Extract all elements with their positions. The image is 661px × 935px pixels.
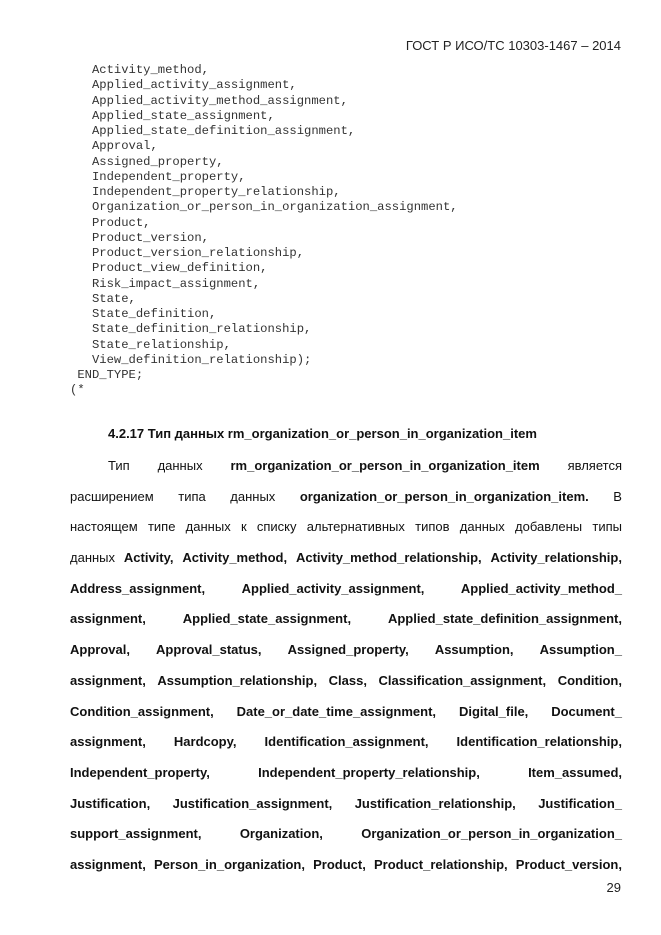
- type-name: Assumption_relationship,: [157, 672, 318, 688]
- type-name: Identification_relationship,: [456, 734, 622, 750]
- type-name: Justification,: [70, 795, 151, 811]
- paragraph-line: [70, 482, 622, 513]
- type-name: Assumption,: [434, 642, 514, 658]
- paragraph-word: настоящем типе данных к списку альтернативных типов данных добавлены типы: [70, 519, 622, 535]
- type-name: Applied_activity_method_: [460, 580, 622, 596]
- paragraph-line: [70, 635, 622, 666]
- type-name: Applied_state_definition_assignment,: [387, 611, 622, 627]
- type-name: Assigned_property,: [287, 642, 409, 658]
- code-block: [70, 63, 458, 399]
- paragraph-line: [70, 789, 622, 820]
- paragraph-line: [70, 727, 622, 758]
- type-name: Justification_assignment,: [172, 795, 333, 811]
- section-heading: 4.2.17 Тип данных rm_organization_or_person_in_organization_item: [108, 426, 537, 441]
- document-header: ГОСТ Р ИСО/ТС 10303-1467 – 2014: [405, 38, 621, 53]
- type-name: Classification_assignment,: [378, 672, 547, 688]
- type-name: Product_relationship,: [374, 856, 508, 872]
- type-name: assignment,: [70, 734, 146, 750]
- code-line: Assigned_property,: [70, 154, 224, 169]
- type-name: Independent_property,: [70, 764, 210, 780]
- page-number: 29: [606, 880, 621, 895]
- type-name: Assumption_: [539, 642, 622, 658]
- type-name: organization_or_person_in_organization_item.: [299, 488, 589, 504]
- paragraph-line: [70, 574, 622, 605]
- type-name: Activity_method,: [182, 550, 288, 566]
- type-name: assignment,: [70, 611, 146, 627]
- paragraph-line: [70, 543, 622, 574]
- type-name: Document_: [551, 703, 622, 719]
- code-line: State_relationship,: [70, 337, 231, 352]
- type-name: Organization_or_person_in_organization_: [361, 826, 622, 842]
- code-line: Approval,: [70, 139, 158, 154]
- paragraph-line: [70, 666, 622, 697]
- code-line: State_definition,: [70, 307, 217, 321]
- paragraph-line: [70, 819, 622, 850]
- type-name: Person_in_organization,: [154, 856, 305, 872]
- type-name: Justification_: [538, 795, 622, 811]
- code-line: Product_version_relationship,: [70, 246, 305, 260]
- paragraph-word: данных: [230, 488, 276, 504]
- code-line: Independent_property,: [70, 169, 246, 184]
- type-name: Condition,: [557, 672, 622, 688]
- type-name: Class,: [328, 672, 367, 688]
- paragraph-line: [70, 697, 622, 728]
- section-paragraph: [70, 451, 622, 881]
- paragraph-word: типа: [178, 488, 206, 504]
- type-name: Organization,: [239, 826, 323, 842]
- code-line: Product_view_definition,: [70, 261, 268, 276]
- paragraph-line: [70, 604, 622, 635]
- code-line: Activity_method,: [70, 63, 209, 77]
- type-name: Approval_status,: [156, 642, 262, 658]
- type-name: Independent_property_relationship,: [258, 764, 480, 780]
- code-line: Applied_state_assignment,: [70, 108, 275, 123]
- code-line: View_definition_relationship);: [70, 352, 312, 367]
- code-line: (*: [70, 383, 85, 398]
- type-name: Activity_method_relationship,: [295, 550, 482, 566]
- code-line: State_definition_relationship,: [70, 322, 312, 337]
- code-line: State,: [70, 291, 136, 306]
- paragraph-line: [70, 850, 622, 881]
- code-line: Applied_activity_method_assignment,: [70, 93, 348, 108]
- code-line: Applied_activity_assignment,: [70, 78, 297, 93]
- type-name: Activity_relationship,: [490, 550, 622, 566]
- type-name: Product,: [313, 856, 366, 872]
- code-line: END_TYPE;: [70, 368, 144, 382]
- type-name: Hardcopy,: [173, 734, 237, 750]
- code-line: Risk_impact_assignment,: [70, 276, 261, 291]
- code-line: Independent_property_relationship,: [70, 185, 341, 199]
- type-name: Applied_activity_assignment,: [241, 580, 425, 596]
- paragraph-word: Тип: [108, 458, 130, 473]
- type-name: Approval,: [70, 642, 130, 658]
- code-line: Product,: [70, 215, 151, 230]
- type-name: Product_version,: [515, 856, 622, 872]
- paragraph-line: [70, 451, 622, 482]
- paragraph-word: является: [567, 458, 622, 473]
- type-name: Identification_assignment,: [264, 734, 429, 750]
- paragraph-word: данных: [157, 458, 203, 473]
- type-name: Digital_file,: [458, 703, 529, 719]
- code-line: Applied_state_definition_assignment,: [70, 124, 356, 138]
- type-name: rm_organization_or_person_in_organization_item: [230, 458, 540, 473]
- type-name: Item_assumed,: [528, 764, 622, 780]
- paragraph-line: [70, 512, 622, 543]
- code-line: Product_version,: [70, 230, 209, 245]
- type-name: Address_assignment,: [70, 580, 206, 596]
- paragraph-word: расширением: [70, 488, 154, 504]
- type-name: assignment,: [70, 672, 146, 688]
- type-name: Condition_assignment,: [70, 703, 214, 719]
- type-name: assignment,: [70, 856, 146, 872]
- paragraph-word: В: [613, 488, 622, 504]
- code-line: Organization_or_person_in_organization_assignment,: [70, 200, 458, 215]
- paragraph-line: [70, 758, 622, 789]
- paragraph-word: данных: [70, 550, 116, 566]
- type-name: support_assignment,: [70, 826, 202, 842]
- type-name: Activity,: [123, 550, 174, 566]
- type-name: Applied_state_assignment,: [182, 611, 352, 627]
- type-name: Date_or_date_time_assignment,: [236, 703, 437, 719]
- type-name: Justification_relationship,: [354, 795, 516, 811]
